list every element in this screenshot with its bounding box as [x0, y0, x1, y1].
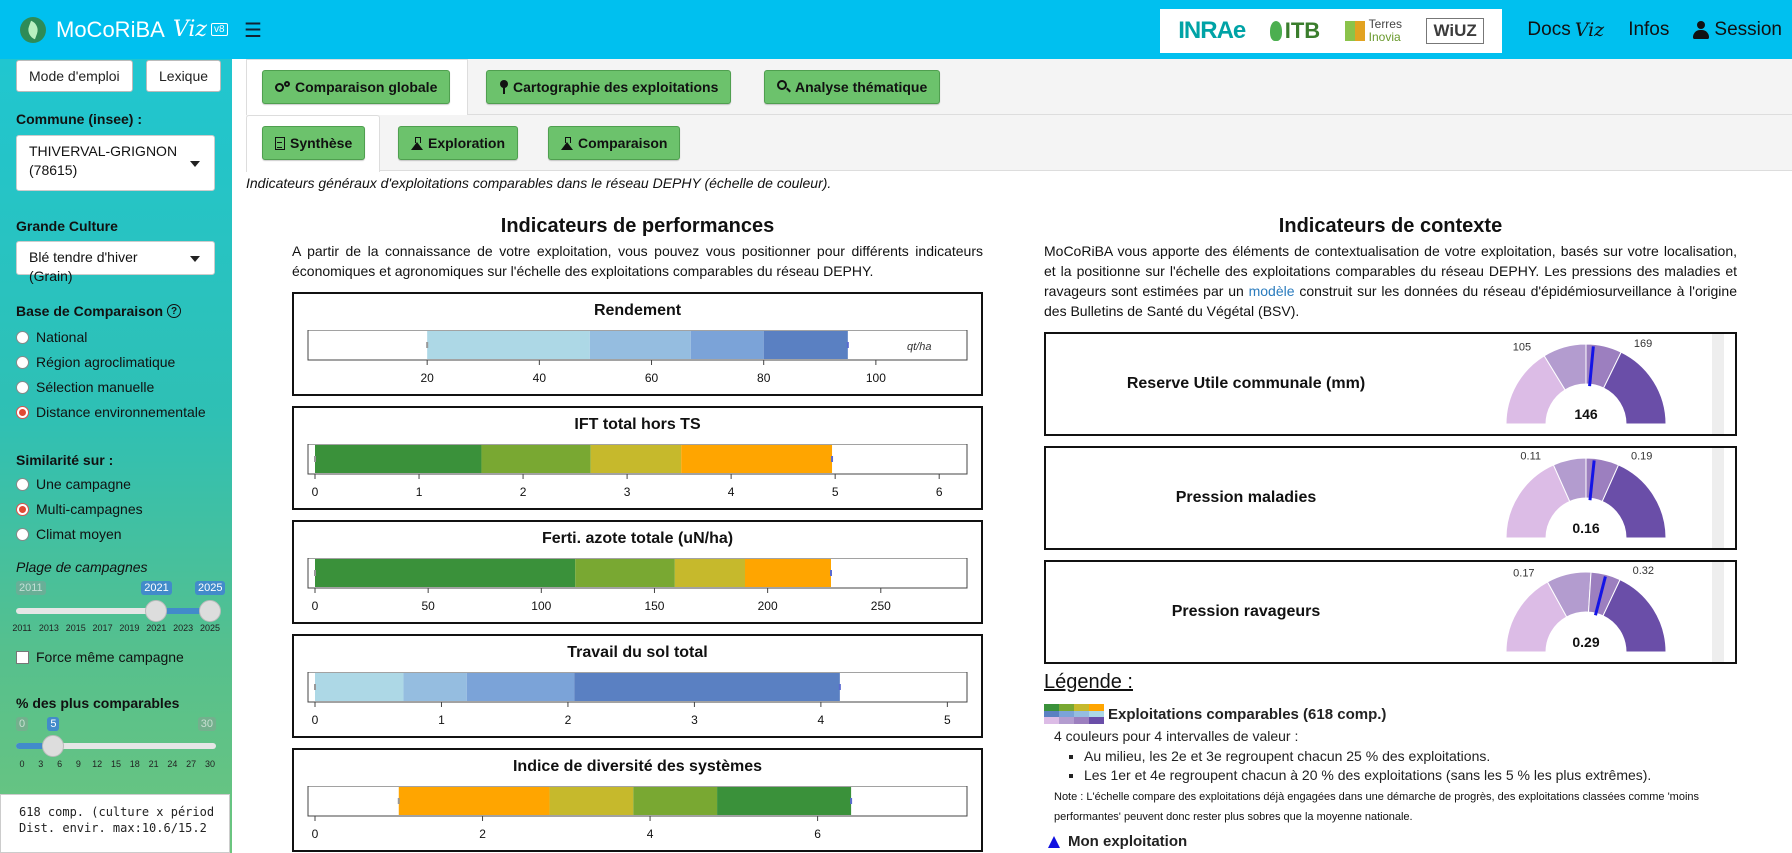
itb-logo-text: ITB	[1284, 18, 1321, 43]
bar-segment	[574, 673, 840, 701]
legend-item-middle: ▪ Au milieu, les 2e et 3e regroupent chacun 25 % des exploitations.	[1084, 748, 1744, 764]
axis-tick-label: 0	[311, 599, 319, 613]
lexique-button[interactable]: Lexique	[146, 60, 221, 92]
context-text-a: MoCoRiBA vous apporte des éléments de contextualisation de votre exploitation, basés sur votre localisation, et la positionne sur l'échelle des exploitations comparables du réseau DEPHY. Les pressions des maladies et ravageurs sont estimées par un	[1044, 243, 1737, 299]
brand-viz: Viz	[172, 17, 207, 42]
tab-comparaison-globale[interactable]	[262, 70, 450, 104]
axis-tick-label: 100	[865, 371, 886, 385]
caret-down-icon	[190, 161, 200, 167]
base-option-label: Distance environnementale	[36, 404, 206, 420]
bar-segment	[717, 787, 851, 815]
legend-swatch-cell	[1089, 717, 1104, 724]
top-navbar	[0, 0, 1792, 59]
slider-tick-label: 2019	[119, 623, 140, 633]
axis-tick-label: 50	[421, 599, 435, 613]
gauge-value: 0.29	[1572, 634, 1600, 650]
context-text-b: construit sur les données du réseau d'épidémiosurveillance à l'origine des Bulletins de Santé du Végétal (BSV).	[1044, 283, 1737, 319]
bar-unit: qt/ha	[907, 341, 932, 353]
radio-icon[interactable]	[16, 478, 29, 491]
tab-comparaison[interactable]	[548, 126, 680, 160]
base-label-text: Base de Comparaison	[16, 303, 164, 319]
bar-start-marker	[426, 342, 428, 348]
legend-comp-row	[1044, 704, 1744, 724]
legend-comp-label: Exploitations comparables (618 comp.)	[1108, 705, 1387, 723]
radio-icon[interactable]	[16, 331, 29, 344]
legend-swatch-cell	[1074, 711, 1089, 718]
slider-tick-label: 27	[186, 759, 197, 769]
legend-swatch-cell	[1074, 717, 1089, 724]
tab-comparaison-label: Comparaison	[578, 135, 668, 151]
slider-tick-label: 18	[129, 759, 140, 769]
base-label	[16, 303, 181, 319]
main-tabs	[246, 59, 1792, 115]
perf-chart-title: Indice de diversité des systèmes	[512, 758, 762, 775]
help-icon[interactable]: ?	[167, 304, 181, 318]
guide-button[interactable]: Mode d'emploi	[16, 60, 133, 92]
axis-tick-label: 60	[644, 371, 659, 385]
plage-min-label: 2011	[16, 581, 46, 595]
perf-chart-2	[292, 520, 983, 624]
user-icon	[1693, 21, 1709, 39]
pct-min-label: 0	[16, 717, 28, 731]
slider-tick-label: 30	[204, 759, 216, 769]
axis-tick-label: 20	[420, 371, 434, 385]
gauge-value: 0.16	[1572, 520, 1600, 536]
tab-synthese-label: Synthèse	[290, 135, 353, 151]
plage-from-label: 2021	[141, 581, 171, 595]
tab-analyse-thematique[interactable]	[764, 70, 940, 104]
base-option-3[interactable]	[16, 404, 206, 420]
gauge-panel	[1446, 448, 1724, 548]
bar-segment	[633, 787, 717, 815]
axis-tick-label: 100	[531, 599, 552, 613]
bar-end-marker	[831, 456, 833, 462]
terres-logo-text: Terres	[1368, 17, 1402, 31]
context-gauge-title: Pression maladies	[1175, 489, 1317, 506]
legend-swatch-cell	[1044, 704, 1059, 711]
axis-tick-label: 250	[870, 599, 891, 613]
gauge-q3-label: 169	[1633, 337, 1653, 350]
tab-comparaison-globale-label: Comparaison globale	[295, 79, 438, 95]
legend	[1044, 671, 1744, 850]
partner-logos	[1160, 9, 1502, 53]
itb-logo	[1270, 18, 1320, 44]
bar-end-marker	[850, 798, 852, 804]
map-pin-icon	[499, 80, 509, 94]
pct-value-label: 5	[47, 717, 59, 731]
sub-tabs	[246, 115, 1792, 171]
legend-mine-label: Mon exploitation	[1068, 833, 1188, 850]
intro-text: Indicateurs généraux d'exploitations comparables dans le réseau DEPHY (échelle de couleur).	[246, 175, 832, 191]
model-link[interactable]: modèle	[1248, 283, 1295, 299]
force-campaign-label: Force même campagne	[36, 649, 184, 665]
bar-segment	[315, 673, 404, 701]
legend-note: Note : L'échelle compare des exploitations déjà engagées dans une démarche de progrès, des exploitations classées comme 'moins performantes' peuvent donc rester plus sobres que la moyenne nationale.	[1054, 791, 1700, 823]
slider-tick-label: 2021	[146, 623, 167, 633]
nav-docs-viz: Viz	[1574, 18, 1605, 41]
axis-tick-label: 3	[691, 713, 698, 727]
plage-label: Plage de campagnes	[16, 559, 148, 575]
gauge-q1-label: 105	[1512, 341, 1532, 354]
bar-segment	[399, 787, 550, 815]
bar-segment	[315, 559, 575, 587]
slider-tick-label: 3	[38, 759, 44, 769]
console-line-2: Dist. envir. max:10.6/15.2	[19, 821, 207, 835]
culture-label: Grande Culture	[16, 218, 118, 234]
radio-icon[interactable]	[16, 503, 29, 516]
radio-icon[interactable]	[16, 528, 29, 541]
gauge-svg	[1446, 448, 1712, 548]
axis-tick-label: 2	[479, 827, 486, 841]
legend-swatch	[1044, 704, 1104, 724]
perf-chart-svg	[294, 672, 981, 736]
radio-icon[interactable]	[16, 406, 29, 419]
console-line-1: 618 comp. (culture x périod	[19, 805, 215, 819]
legend-swatch-cell	[1059, 711, 1074, 718]
context-text	[1044, 241, 1737, 321]
gauge-scroll-strip	[1712, 562, 1724, 662]
gauge-svg	[1446, 334, 1712, 434]
bar-start-marker	[398, 798, 400, 804]
checkbox-icon[interactable]	[16, 651, 29, 664]
slider-tick-label: 2015	[65, 623, 86, 633]
gears-icon	[275, 81, 291, 93]
perf-chart-title: Ferti. azote totale (uN/ha)	[541, 530, 734, 547]
tab-cartographie[interactable]	[486, 70, 731, 104]
axis-tick-label: 2	[564, 713, 572, 727]
legend-list	[1084, 748, 1744, 783]
context-gauge-title: Pression ravageurs	[1171, 603, 1321, 620]
gauge-svg	[1446, 562, 1712, 662]
legend-swatch-cell	[1089, 704, 1104, 711]
bar-segment	[481, 445, 590, 473]
slider-handle-from[interactable]	[145, 600, 167, 622]
gauge-value: 146	[1574, 406, 1598, 422]
bar-segment	[575, 559, 675, 587]
bar-segment	[590, 331, 691, 359]
legend-swatch-cell	[1044, 711, 1059, 718]
slider-tick-label: 0	[19, 759, 25, 769]
base-option-label: National	[36, 329, 88, 345]
slider-tick-label: 2013	[38, 623, 59, 633]
similarity-option-label: Multi-campagnes	[36, 501, 143, 517]
axis-tick-label: 4	[817, 713, 825, 727]
file-icon	[275, 137, 285, 150]
axis-tick-label: 5	[944, 713, 951, 727]
axis-tick-label: 80	[757, 371, 771, 385]
legend-sub: 4 couleurs pour 4 intervalles de valeur :	[1054, 728, 1299, 744]
pct-slider[interactable]	[16, 717, 216, 769]
tab-exploration[interactable]	[398, 126, 518, 160]
gauge-q1-label: 0.11	[1520, 450, 1542, 463]
slider-tick-label: 9	[75, 759, 81, 769]
base-option-1[interactable]	[16, 354, 175, 370]
hamburger-icon[interactable]: ☰	[244, 20, 262, 42]
context-title: Indicateurs de contexte	[1278, 215, 1503, 237]
version-badge: v8	[211, 23, 228, 36]
flask-icon	[561, 137, 573, 150]
slider-handle-to[interactable]	[199, 600, 221, 622]
commune-label: Commune (insee) :	[16, 111, 143, 127]
bar-segment	[681, 445, 832, 473]
axis-tick-label: 40	[532, 371, 547, 385]
axis-tick-label: 1	[438, 713, 445, 727]
bar-start-marker	[314, 456, 316, 462]
console-output	[0, 794, 230, 853]
bar-segment	[550, 787, 634, 815]
plage-to-label: 2025	[195, 581, 225, 595]
similarity-option-label: Une campagne	[36, 476, 131, 492]
sidebar	[0, 59, 232, 853]
brand[interactable]	[0, 0, 232, 59]
similarity-option-2[interactable]	[16, 526, 122, 542]
axis-tick-label: 0	[311, 827, 319, 841]
perf-chart-0	[292, 292, 983, 396]
perf-chart-svg	[294, 558, 981, 622]
force-campaign-checkbox[interactable]	[16, 649, 184, 665]
axis-tick-label: 150	[644, 599, 665, 613]
slider-tick-label: 2011	[12, 623, 32, 633]
legend-swatch-cell	[1074, 704, 1089, 711]
brand-title: MoCoRiBA	[56, 16, 165, 42]
pct-label: % des plus comparables	[16, 695, 180, 711]
nav-session[interactable]	[1693, 19, 1782, 41]
context-gauge-2	[1044, 560, 1737, 664]
tab-exploration-label: Exploration	[428, 135, 506, 151]
axis-tick-label: 6	[935, 485, 943, 499]
perf-chart-4	[292, 748, 983, 852]
axis-tick-label: 5	[831, 485, 839, 499]
nav-right	[1515, 0, 1792, 59]
legend-swatch-cell	[1044, 717, 1059, 724]
pct-max-label: 30	[198, 717, 216, 731]
perf-chart-svg	[294, 444, 981, 508]
bar-start-marker	[314, 684, 316, 690]
triangle-marker-icon	[1048, 836, 1060, 848]
bar-segment	[675, 559, 745, 587]
perf-chart-title: Rendement	[593, 302, 682, 319]
slider-tick-label: 6	[57, 759, 63, 769]
perf-chart-3	[292, 634, 983, 738]
terres-inovia-logo	[1345, 18, 1402, 44]
slider-tick-label: 12	[92, 759, 103, 769]
similarity-label: Similarité sur :	[16, 452, 114, 468]
gauge-panel	[1446, 334, 1724, 434]
bar-end-marker	[847, 342, 849, 348]
culture-select[interactable]	[16, 241, 215, 284]
tab-cartographie-label: Cartographie des exploitations	[513, 79, 719, 95]
bar-end-marker	[830, 570, 832, 576]
axis-tick-label: 3	[623, 485, 631, 499]
search-icon	[777, 80, 791, 94]
axis-tick-label: 200	[757, 599, 778, 613]
radio-icon[interactable]	[16, 381, 29, 394]
commune-select[interactable]	[16, 135, 215, 191]
axis-tick-label: 0	[311, 485, 319, 499]
perf-chart-svg	[294, 786, 981, 850]
nav-infos[interactable]: Infos	[1628, 18, 1670, 40]
inovia-logo-text: Inovia	[1368, 30, 1401, 44]
bar-start-marker	[314, 570, 316, 576]
nav-docs[interactable]	[1527, 19, 1604, 41]
commune-value: THIVERVAL-GRIGNON (78615)	[29, 143, 178, 178]
legend-swatch-cell	[1089, 711, 1104, 718]
culture-value: Blé tendre d'hiver (Grain)	[29, 249, 138, 284]
legend-swatch-cell	[1059, 704, 1074, 711]
campaign-range-slider[interactable]	[12, 581, 223, 633]
perf-chart-title: IFT total hors TS	[574, 416, 701, 433]
legend-title: Légende :	[1044, 671, 1133, 693]
similarity-option-label: Climat moyen	[36, 526, 122, 542]
tab-analyse-thematique-label: Analyse thématique	[795, 79, 928, 95]
slider-tick-label: 21	[148, 759, 159, 769]
tab-synthese[interactable]	[262, 126, 365, 160]
axis-tick-label: 1	[415, 485, 423, 499]
base-option-2[interactable]	[16, 379, 154, 395]
nav-docs-label: Docs	[1527, 18, 1571, 40]
perf-title: Indicateurs de performances	[500, 215, 775, 237]
terres-inovia-icon	[1345, 21, 1365, 41]
bar-end-marker	[839, 684, 841, 690]
axis-tick-label: 4	[646, 827, 654, 841]
perf-chart-svg	[294, 330, 981, 394]
bar-segment	[404, 673, 467, 701]
legend-item-ends: ▪ Les 1er et 4e regroupent chacun à 20 % des exploitations (sans les 5 % les plus extrêmes).	[1084, 767, 1744, 783]
axis-tick-label: 2	[519, 485, 527, 499]
base-option-label: Région agroclimatique	[36, 354, 176, 370]
slider-tick-label: 15	[110, 759, 122, 769]
beet-icon	[1270, 21, 1282, 41]
context-gauge-title: Reserve Utile communale (mm)	[1126, 375, 1366, 392]
bar-segment	[691, 331, 764, 359]
axis-tick-label: 4	[727, 485, 735, 499]
gauge-q1-label: 0.17	[1513, 567, 1535, 580]
slider-tick-label: 24	[167, 759, 178, 769]
base-option-label: Sélection manuelle	[36, 379, 155, 395]
gauge-q3-label: 0.19	[1630, 450, 1653, 463]
gauge-q3-label: 0.32	[1632, 565, 1655, 578]
caret-down-icon	[190, 256, 200, 262]
slider-tick-label: 2025	[199, 623, 221, 633]
radio-icon[interactable]	[16, 356, 29, 369]
legend-mine-row	[1044, 833, 1744, 850]
similarity-option-1[interactable]	[16, 501, 143, 517]
wiuz-logo: WiUZ	[1426, 18, 1483, 44]
axis-tick-label: 0	[311, 713, 319, 727]
leaf-logo-icon	[20, 17, 46, 43]
perf-chart-title: Travail du sol total	[567, 644, 708, 661]
axis-tick-label: 6	[814, 827, 821, 841]
gauge-scroll-strip	[1712, 334, 1724, 434]
slider-tick-label: 2017	[92, 623, 113, 633]
bar-segment	[764, 331, 848, 359]
bar-segment	[745, 559, 831, 587]
main-panel	[232, 59, 1792, 853]
slider-tick-label: 2023	[173, 623, 194, 633]
bar-segment	[315, 445, 481, 473]
bar-segment	[467, 673, 575, 701]
context-gauge-1	[1044, 446, 1737, 550]
nav-session-label: Session	[1714, 18, 1782, 40]
perf-text: A partir de la connaissance de votre exploitation, vous pouvez vous positionner pour différents indicateurs économiques et agronomiques sur l'échelle des exploitations comparables du réseau DEPHY.	[292, 243, 983, 279]
bar-segment	[591, 445, 682, 473]
gauge-scroll-strip	[1712, 448, 1724, 548]
flask-icon	[411, 137, 423, 150]
inrae-logo: INRAe	[1178, 17, 1246, 44]
base-option-0[interactable]	[16, 329, 87, 345]
bar-segment	[427, 331, 590, 359]
similarity-option-0[interactable]	[16, 476, 131, 492]
context-gauge-0	[1044, 332, 1737, 436]
legend-swatch-cell	[1059, 717, 1074, 724]
perf-chart-1	[292, 406, 983, 510]
slider-handle[interactable]	[42, 735, 64, 757]
gauge-panel	[1446, 562, 1724, 662]
